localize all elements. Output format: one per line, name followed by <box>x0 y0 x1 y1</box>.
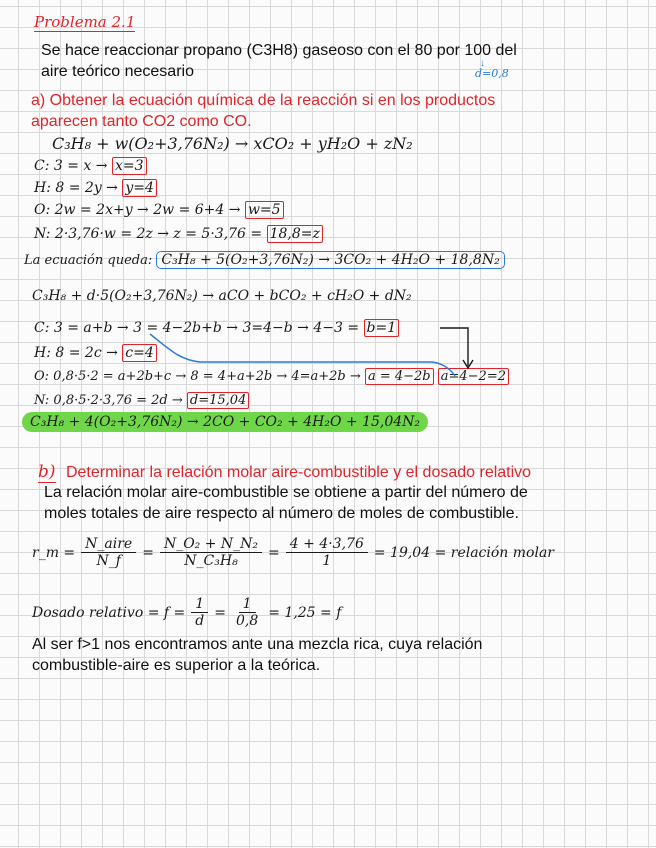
dosado-fraction-1 <box>191 596 208 629</box>
dosado-fraction-2-den: 0,8 <box>235 613 259 629</box>
fraction-2-den: N_C₃H₈ <box>184 553 238 569</box>
dosado-fraction-1-num: 1 <box>191 596 208 613</box>
dosado-fraction-2 <box>232 596 262 629</box>
problem-title: Problema 2.1 <box>34 13 136 31</box>
final-equation-highlight: C₃H₈ + 4(O₂+3,76N₂) → 2CO + CO₂ + 4H₂O + 15,04N₂ <box>22 412 428 432</box>
statement-line-2: aire teórico necesario <box>41 63 194 80</box>
equals-sign: = <box>142 544 154 561</box>
d-result-box: d=15,04 <box>187 392 249 409</box>
y-result-box: y=4 <box>122 179 157 197</box>
statement-line-1: Se hace reaccionar propano (C3H8) gaseoso con el 80 por 100 del <box>41 42 517 59</box>
part-b-question <box>38 462 531 483</box>
fraction-3 <box>286 536 368 569</box>
result-label: La ecuación queda: <box>24 253 153 268</box>
formula-result: = 19,04 = relación molar <box>373 544 554 561</box>
dosado-fraction-2-num: 1 <box>239 596 256 613</box>
fraction-2 <box>160 536 262 569</box>
fraction-1-den: N_f <box>96 553 121 569</box>
carbon-balance-2-text: C: 3 = a+b → 3 = 4−2b+b → 3=4−b → 4−3 = <box>34 320 360 336</box>
conclusion-line-1: Al ser f>1 nos encontramos ante una mezcla rica, cuya relación <box>32 636 483 653</box>
blue-arrow-icon <box>150 334 455 376</box>
equals-sign: = <box>268 544 280 561</box>
final-equation <box>22 414 428 430</box>
part-b-line-2: moles totales de aire respecto al número de moles de combustible. <box>44 505 519 522</box>
fraction-3-num: 4 + 4·3,76 <box>286 536 368 553</box>
b-result-box: b=1 <box>364 319 400 337</box>
w-result-box: w=5 <box>245 201 284 219</box>
hydrogen-balance-1-text: H: 8 = 2y → <box>34 180 118 196</box>
formula-lhs: r_m = <box>32 544 76 561</box>
fraction-1-num: N_aire <box>81 536 136 553</box>
carbon-balance-1-text: C: 3 = x → <box>34 158 108 174</box>
molar-ratio-formula <box>32 536 554 569</box>
oxygen-balance-1-text: O: 2w = 2x+y → 2w = 6+4 → <box>34 202 241 218</box>
equals-sign: = <box>214 604 226 621</box>
equation-1: C₃H₈ + w(O₂+3,76N₂) → xCO₂ + yH₂O + zN₂ <box>52 134 413 153</box>
oxygen-balance-2-text: O: 0,8·5·2 = a+2b+c → 8 = 4+a+2b → 4=a+2b → <box>34 369 361 384</box>
hydrogen-balance-2-text: H: 8 = 2c → <box>34 345 118 361</box>
part-b-letter: b) <box>38 462 56 482</box>
nitrogen-balance-2-text: N: 0,8·5·2·3,76 = 2d → <box>34 393 183 408</box>
part-b-explanation <box>44 482 528 524</box>
dosado-fraction-1-den: d <box>195 613 205 629</box>
c-result-box: c=4 <box>122 344 156 362</box>
equation-2: C₃H₈ + d·5(O₂+3,76N₂) → aCO + bCO₂ + cH₂O + dN₂ <box>32 288 412 304</box>
fraction-2-num: N_O₂ + N_N₂ <box>160 536 262 553</box>
dosado-formula <box>32 596 341 629</box>
conclusion-line-2: combustible-aire es superior a la teórica. <box>32 657 321 674</box>
arrow-down-icon: ↓ <box>480 58 485 69</box>
fraction-1 <box>81 536 136 569</box>
part-a-line-2: aparecen tanto CO2 como CO. <box>31 113 252 130</box>
annotation-d: d=0,8 <box>475 67 509 80</box>
part-a-line-1: a) Obtener la ecuación química de la reacción si en los productos <box>31 92 496 109</box>
x-result-box: x=3 <box>112 157 147 175</box>
fraction-3-den: 1 <box>322 553 332 569</box>
conclusion <box>32 634 482 676</box>
dosado-label: Dosado relativo = f = <box>32 604 186 621</box>
a-expression-box: a = 4−2b <box>365 368 434 385</box>
part-b-title: Determinar la relación molar aire-combustible y el dosado relativo <box>65 464 532 481</box>
z-result-box: 18,8=z <box>267 225 323 243</box>
nitrogen-balance-1-text: N: 2·3,76·w = 2z → z = 5·3,76 = <box>34 226 263 242</box>
part-b-line-1: La relación molar aire-combustible se obtiene a partir del número de <box>44 484 528 501</box>
dosado-result: = 1,25 = f <box>268 604 342 621</box>
a-result-box: a=4−2=2 <box>438 368 509 385</box>
result-equation-box: C₃H₈ + 5(O₂+3,76N₂) → 3CO₂ + 4H₂O + 18,8N₂ <box>156 251 504 269</box>
